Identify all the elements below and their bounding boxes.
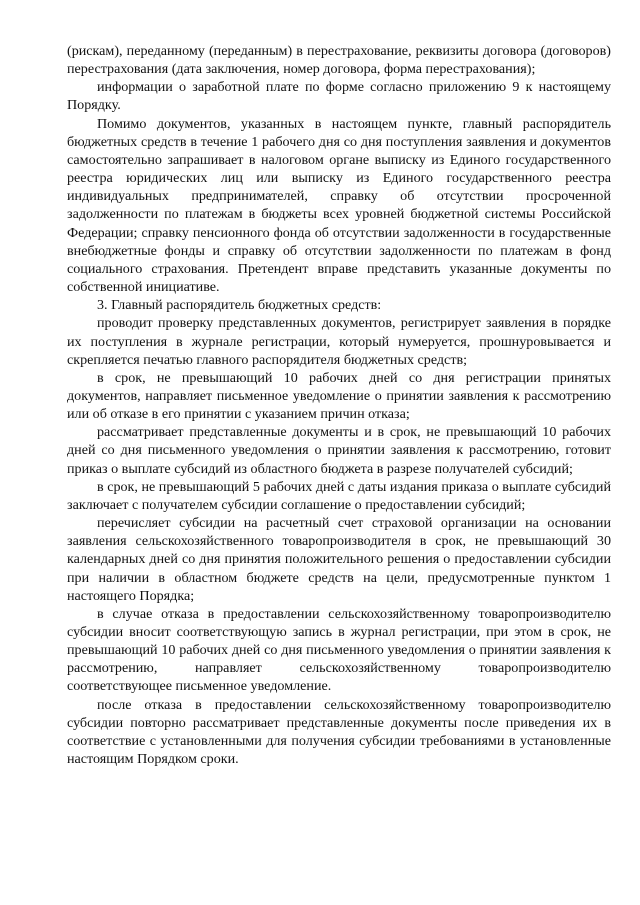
paragraph-additional-documents: Помимо документов, указанных в настоящем пункте, главный распорядитель бюджетных средств в течение 1 рабочего дня со дня поступления заявления и документов самостоятельно запрашивает в налоговом органе выписку из Единого государственного реестра юридических лиц или выписку из Единого государственного реестра индивидуальных предпринимателей, справку об отсутствии просроченной задолженности по платежам в бюджеты всех уровней бюджетной системы Российской Федерации; справку пенсионного фонда об отсутствии задолженности в государственные внебюджетные фонды и справку об отсутствии задолженности по платежам в фонд социального страхования. Претендент вправе представить указанные документы по собственной инициативе. [67,115,611,296]
paragraph-salary-info: информации о заработной плате по форме согласно приложению 9 к настоящему Порядку. [67,79,611,114]
paragraph-resubmission: после отказа в предоставлении сельскохозяйственному товаропроизводителю субсидии повторно рассматривает представленные документы после приведения их в соответствие с установленными для получения субсидии требованиями в установленные настоящим Порядком сроки. [67,696,611,768]
paragraph-reinsurance-details: (рискам), переданному (переданным) в перестрахование, реквизиты договора (договоров) перестрахования (дата заключения, номер договора, форма перестрахования); [67,43,611,78]
paragraph-refusal: в случае отказа в предоставлении сельскохозяйственному товаропроизводителю субсидии вносит соответствующую запись в журнал регистрации, при этом в срок, не превышающий 10 рабочих дней со дня письменного уведомления о принятии заявления к рассмотрению, направляет сельскохозяйственному товаропроизводителю соответствующее письменное уведомление. [67,605,611,695]
document-page [67,42,611,768]
paragraph-agreement: в срок, не превышающий 5 рабочих дней с даты издания приказа о выплате субсидий заключает с получателем субсидии соглашение о предоставлении субсидий; [67,478,611,513]
paragraph-transfer: перечисляет субсидии на расчетный счет страховой организации на основании заявления сельскохозяйственного товаропроизводителя в срок, не превышающий 30 календарных дней со дня принятия положительного решения о предоставлении субсидии при наличии в областном бюджете средств на цели, предусмотренные пунктом 1 настоящего Порядка; [67,515,611,604]
paragraph-review-order: рассматривает представленные документы и в срок, не превышающий 10 рабочих дней со дня письменного уведомления о принятии заявления к рассмотрению, готовит приказ о выплате субсидий из областного бюджета в разрезе получателей субсидий; [67,424,611,477]
paragraph-notification: в срок, не превышающий 10 рабочих дней со дня регистрации принятых документов, направляет письменное уведомление о принятии заявления к рассмотрению или об отказе в его принятии с указанием причин отказа; [67,369,611,423]
paragraph-document-check: проводит проверку представленных документов, регистрирует заявления в порядке их поступления в журнале регистрации, который нумеруется, прошнуровывается и скрепляется печатью главного распорядителя бюджетных средств; [67,315,611,368]
section-3-heading: 3. Главный распорядитель бюджетных средств: [97,297,382,314]
